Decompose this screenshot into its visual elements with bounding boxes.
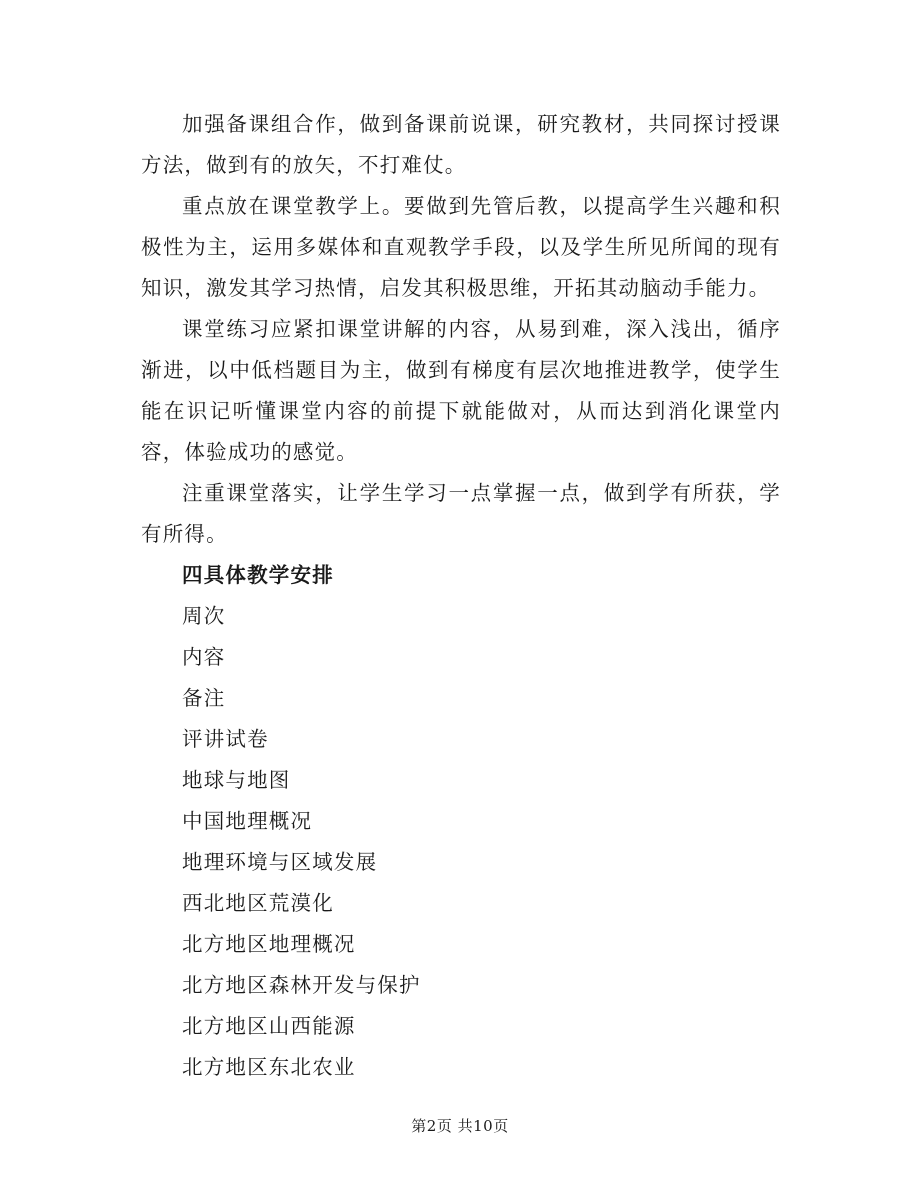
- list-item: 北方地区山西能源: [182, 1014, 356, 1038]
- list-item: 周次: [182, 604, 226, 628]
- list-item: 北方地区东北农业: [182, 1055, 356, 1079]
- schedule-list: [141, 596, 781, 1088]
- paragraph-classroom-focus: 重点放在课堂教学上。要做到先管后教，以提高学生兴趣和积极性为主，运用多媒体和直观教学手段，以及学生所见所闻的现有知识，激发其学习热情，启发其积极思维，开拓其动脑动手能力。: [141, 194, 781, 300]
- page-number-footer: 第2页 共10页: [411, 1117, 509, 1135]
- list-item: 地球与地图: [182, 768, 291, 792]
- list-item: 地理环境与区域发展: [182, 850, 378, 874]
- list-item: 评讲试卷: [182, 727, 269, 751]
- paragraph-lesson-prep: 加强备课组合作，做到备课前说课，研究教材，共同探讨授课方法，做到有的放矢，不打难仗。: [141, 112, 781, 177]
- list-item: 北方地区地理概况: [182, 932, 356, 956]
- list-item: 西北地区荒漠化: [182, 891, 334, 915]
- list-item: 备注: [182, 686, 226, 710]
- paragraph-classroom-exercise: 课堂练习应紧扣课堂讲解的内容，从易到难，深入浅出，循序渐进，以中低档题目为主，做到有梯度有层次地推进教学，使学生能在识记听懂课堂内容的前提下就能做对，从而达到消化课堂内容，体验成功的感觉。: [141, 317, 781, 464]
- section-heading: 四具体教学安排: [182, 563, 334, 587]
- paragraph-implementation: 注重课堂落实，让学生学习一点掌握一点，做到学有所获，学有所得。: [141, 481, 781, 546]
- list-item: 北方地区森林开发与保护: [182, 973, 421, 997]
- list-item: 内容: [182, 645, 226, 669]
- list-item: 中国地理概况: [182, 809, 313, 833]
- document-body: [141, 104, 781, 1088]
